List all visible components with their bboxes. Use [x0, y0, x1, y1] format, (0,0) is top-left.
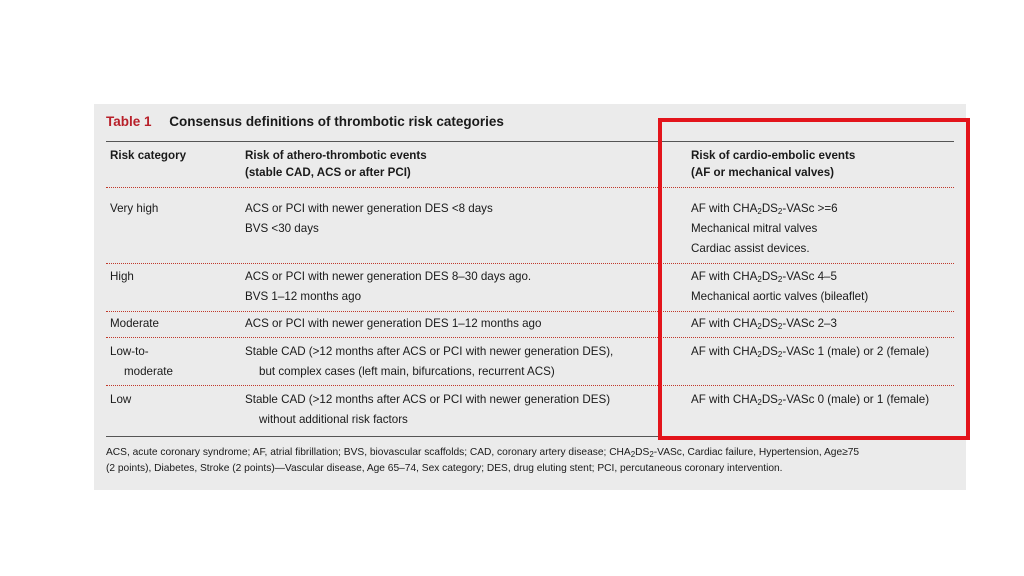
row-cardio-line: AF with $CHA_2DS_2$-VASc >=6 — [691, 202, 838, 216]
header-cardio-line1: Risk of cardio-embolic events — [691, 149, 856, 162]
row-cardio-line: Mechanical mitral valves — [691, 222, 818, 235]
row-category: High — [110, 270, 134, 283]
row-athero-line: Stable CAD (>12 months after ACS or PCI with newer generation DES) — [245, 393, 611, 406]
table-footnote — [106, 445, 958, 477]
table-label: Table 1 — [106, 114, 152, 129]
header-cardio-line2: (AF or mechanical valves) — [691, 166, 835, 179]
row-athero-line: Stable CAD (>12 months after ACS or PCI with newer generation DES), — [245, 345, 614, 358]
row-category: Low-to- — [110, 345, 149, 358]
row-cardio-line: Mechanical aortic valves (bileaflet) — [691, 290, 869, 303]
row-athero-line: ACS or PCI with newer generation DES <8 days — [245, 202, 493, 215]
row-athero-line: ACS or PCI with newer generation DES 8–30 days ago. — [245, 270, 532, 283]
row-cardio-line: AF with $CHA_2DS_2$-VASc 4–5 — [691, 270, 837, 284]
row-athero-line: ACS or PCI with newer generation DES 1–12 months ago — [245, 317, 542, 330]
row-cardio-line: AF with $CHA_2DS_2$-VASc 1 (male) or 2 (female) — [691, 345, 930, 359]
row-category: moderate — [124, 365, 173, 378]
header-athero-line2: (stable CAD, ACS or after PCI) — [245, 166, 411, 179]
row-category: Low — [110, 393, 132, 406]
row-athero-line: but complex cases (left main, bifurcations, recurrent ACS) — [259, 365, 555, 378]
table-title: Consensus definitions of thrombotic risk categories — [169, 114, 504, 129]
row-cardio-line: Cardiac assist devices. — [691, 242, 810, 255]
row-category: Very high — [110, 202, 159, 215]
row-cardio-line: AF with $CHA_2DS_2$-VASc 0 (male) or 1 (female) — [691, 393, 930, 407]
header-risk-category: Risk category — [110, 149, 187, 162]
row-athero-line: BVS <30 days — [245, 222, 319, 235]
row-cardio-line: AF with $CHA_2DS_2$-VASc 2–3 — [691, 317, 837, 331]
footnote-line: ACS, acute coronary syndrome; AF, atrial fibrillation; BVS, biovascular scaffolds; CAD, coronary artery disease; $CHA_2DS_2$-VASc, Cardiac failure, Hypertension, Age≥75 — [106, 447, 860, 459]
header-athero-line1: Risk of athero-thrombotic events — [245, 149, 427, 162]
row-athero-line: without additional risk factors — [259, 413, 408, 426]
row-athero-line: BVS 1–12 months ago — [245, 290, 362, 303]
row-category: Moderate — [110, 317, 159, 330]
footnote-line: (2 points), Diabetes, Stroke (2 points)—Vascular disease, Age 65–74, Sex category; DES, drug eluting stent; PCI, percutaneous coronary intervention. — [106, 463, 783, 474]
table-caption — [106, 114, 504, 129]
highlight-box — [658, 118, 970, 440]
